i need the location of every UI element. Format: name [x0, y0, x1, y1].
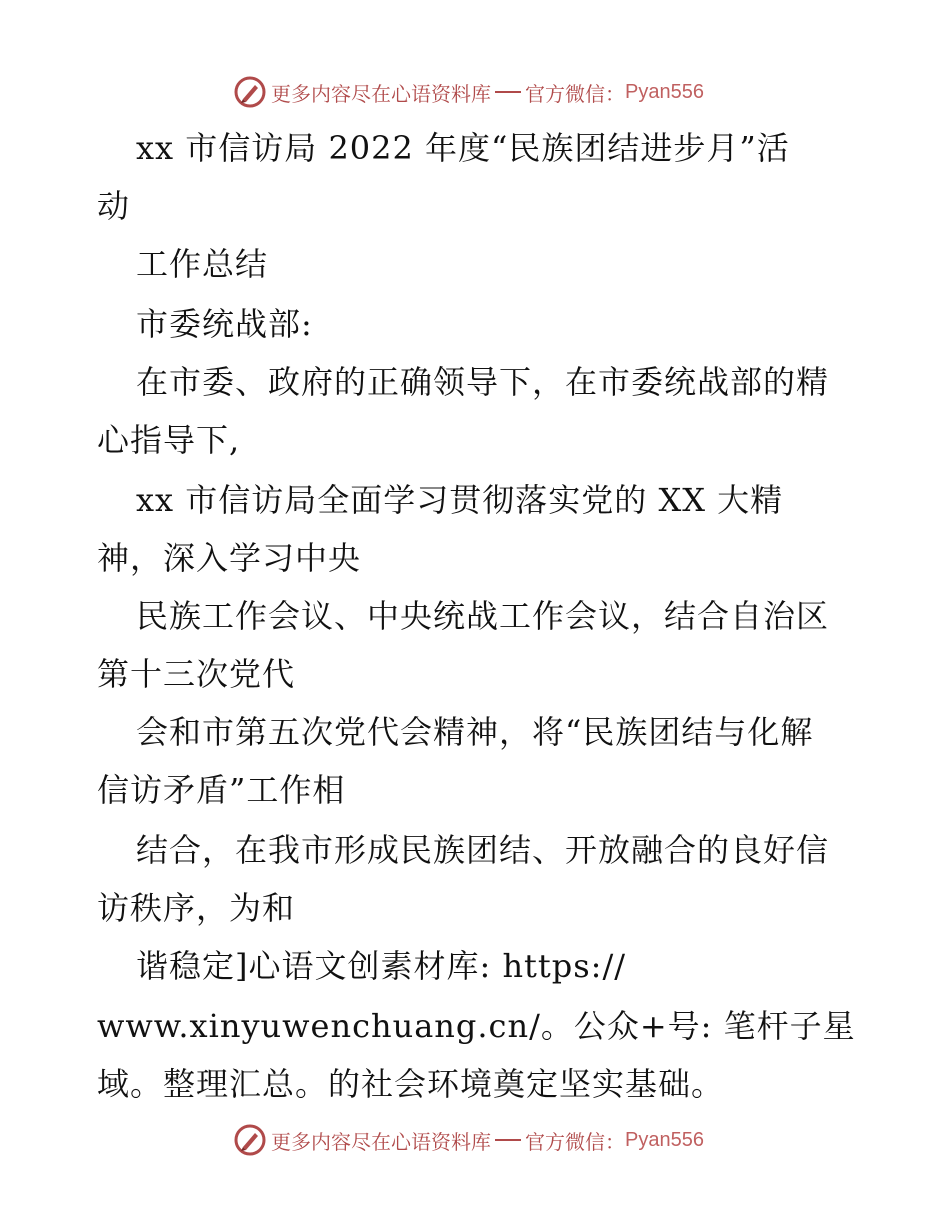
text-line: 会和市第五次党代会精神，将“民族团结与化解 [136, 713, 814, 751]
text-line: 神，深入学习中央 [97, 539, 362, 577]
watermark-dash [495, 1139, 521, 1141]
watermark-sub-text: 官方微信： [525, 81, 625, 106]
text-line: 动 [97, 187, 131, 225]
pen-logo-icon [233, 1123, 267, 1157]
watermark-sub-text: 官方微信： [525, 1129, 625, 1154]
watermark-main-text: 更多内容尽在心语资料库 [271, 81, 491, 106]
footer-watermark [233, 1120, 704, 1160]
text-line: 市委统战部: [136, 305, 313, 343]
text-line: 工作总结 [136, 245, 269, 283]
pen-logo-icon [233, 75, 267, 109]
text-line: xx 市信访局 2022 年度“民族团结进步月”活 [136, 129, 790, 167]
text-line: 谐稳定]心语文创素材库: https:// [136, 947, 627, 985]
text-line: 心指导下, [97, 421, 241, 459]
text-line: www.xinyuwenchuang.cn/。公众+号: 笔杆子星 [97, 1007, 856, 1045]
text-line: 结合，在我市形成民族团结、开放融合的良好信 [136, 831, 830, 869]
text-line: 域。整理汇总。的社会环境奠定坚实基础。 [97, 1065, 725, 1103]
watermark-wechat-id: Pyan556 [625, 1128, 704, 1151]
text-line: 访秩序，为和 [97, 889, 296, 927]
watermark-main-text: 更多内容尽在心语资料库 [271, 1129, 491, 1154]
text-line: 信访矛盾”工作相 [97, 771, 346, 809]
header-watermark [233, 72, 704, 112]
text-line: 民族工作会议、中央统战工作会议，结合自治区 [136, 597, 830, 635]
watermark-wechat-id: Pyan556 [625, 80, 704, 103]
text-line: 在市委、政府的正确领导下，在市委统战部的精 [136, 363, 830, 401]
text-line: xx 市信访局全面学习贯彻落实党的 XX 大精 [136, 481, 784, 519]
text-line: 第十三次党代 [97, 655, 296, 693]
watermark-dash [495, 91, 521, 93]
